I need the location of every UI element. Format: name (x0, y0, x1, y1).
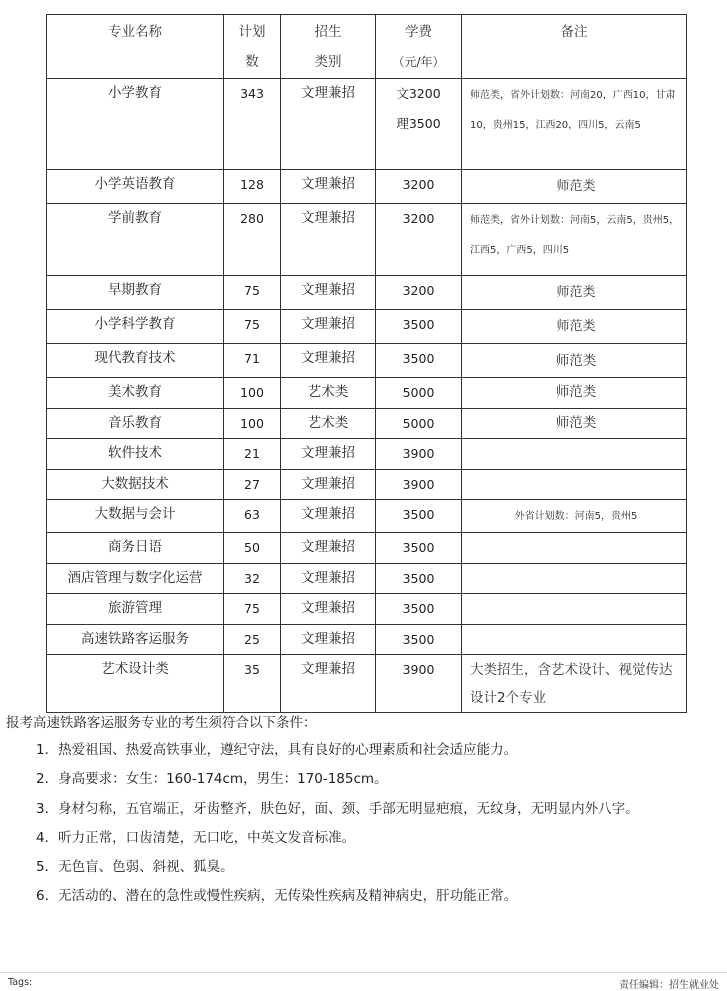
condition-item: 1．热爱祖国、热爱高铁事业，遵纪守法，具有良好的心理素质和社会适应能力。 (36, 742, 518, 758)
cell-major: 大数据技术 (47, 469, 224, 500)
cell-category: 文理兼招 (281, 563, 376, 594)
table-row (47, 170, 687, 204)
cell-plan: 32 (224, 563, 281, 594)
table-header-row (47, 15, 687, 79)
cell-fee: 文3200 理3500 (376, 79, 462, 170)
cell-fee: 3900 (376, 439, 462, 470)
cell-plan: 100 (224, 408, 281, 439)
cell-plan: 75 (224, 594, 281, 625)
cell-fee: 3900 (376, 469, 462, 500)
cell-category: 文理兼招 (281, 594, 376, 625)
cell-note: 师范类 (462, 408, 687, 439)
cell-major: 现代教育技术 (47, 344, 224, 378)
cell-major: 小学英语教育 (47, 170, 224, 204)
cell-note: 外省计划数：河南5，贵州5 (462, 500, 687, 533)
cell-plan: 27 (224, 469, 281, 500)
table-row (47, 439, 687, 470)
cell-major: 软件技术 (47, 439, 224, 470)
header-plan: 计划 数 (224, 15, 281, 79)
tags-label: Tags: (8, 977, 33, 988)
cell-note: 师范类 (462, 170, 687, 204)
table-row (47, 378, 687, 409)
cell-category: 文理兼招 (281, 500, 376, 533)
table-row (47, 276, 687, 310)
cell-fee: 3500 (376, 594, 462, 625)
cell-note: 师范类 (462, 276, 687, 310)
header-category: 招生 类别 (281, 15, 376, 79)
table-row (47, 469, 687, 500)
editor-label: 责任编辑：招生就业处 (619, 980, 719, 991)
cell-major: 旅游管理 (47, 594, 224, 625)
cell-fee: 3900 (376, 655, 462, 713)
conditions-list (36, 740, 639, 916)
cell-major: 大数据与会计 (47, 500, 224, 533)
cell-fee: 3500 (376, 310, 462, 344)
cell-fee: 3500 (376, 533, 462, 564)
cell-category: 文理兼招 (281, 79, 376, 170)
cell-category: 文理兼招 (281, 170, 376, 204)
cell-plan: 25 (224, 624, 281, 655)
cell-category: 文理兼招 (281, 439, 376, 470)
table-row (47, 655, 687, 713)
cell-major: 美术教育 (47, 378, 224, 409)
cell-major: 高速铁路客运服务 (47, 624, 224, 655)
table-row (47, 533, 687, 564)
header-note: 备注 (462, 15, 687, 79)
cell-category: 文理兼招 (281, 469, 376, 500)
cell-category: 文理兼招 (281, 533, 376, 564)
cell-plan: 71 (224, 344, 281, 378)
cell-category: 文理兼招 (281, 344, 376, 378)
cell-major: 音乐教育 (47, 408, 224, 439)
cell-category: 艺术类 (281, 408, 376, 439)
cell-plan: 100 (224, 378, 281, 409)
cell-note: 大类招生，含艺术设计、视觉传达设计2个专业 (462, 655, 687, 713)
cell-plan: 343 (224, 79, 281, 170)
cell-plan: 128 (224, 170, 281, 204)
cell-plan: 50 (224, 533, 281, 564)
cell-plan: 21 (224, 439, 281, 470)
table-row (47, 624, 687, 655)
cell-major: 早期教育 (47, 276, 224, 310)
cell-fee: 3500 (376, 500, 462, 533)
cell-fee: 3500 (376, 563, 462, 594)
cell-note: 师范类，省外计划数：河南5，云南5，贵州5，江西5，广西5，四川5 (462, 204, 687, 276)
conditions-intro: 报考高速铁路客运服务专业的考生须符合以下条件： (6, 715, 317, 731)
cell-major: 小学科学教育 (47, 310, 224, 344)
cell-note (462, 563, 687, 594)
condition-item: 6．无活动的、潜在的急性或慢性疾病，无传染性疾病及精神病史，肝功能正常。 (36, 888, 518, 905)
cell-fee: 3200 (376, 204, 462, 276)
cell-major: 学前教育 (47, 204, 224, 276)
table-row (47, 408, 687, 439)
table-row (47, 344, 687, 378)
cell-plan: 63 (224, 500, 281, 533)
table-row (47, 594, 687, 625)
cell-major: 小学教育 (47, 79, 224, 170)
cell-note (462, 624, 687, 655)
cell-category: 文理兼招 (281, 310, 376, 344)
cell-category: 文理兼招 (281, 655, 376, 713)
cell-major: 艺术设计类 (47, 655, 224, 713)
header-fee: 学费 （元/年） (376, 15, 462, 79)
table-row (47, 204, 687, 276)
cell-fee: 3200 (376, 170, 462, 204)
cell-major: 酒店管理与数字化运营 (47, 563, 224, 594)
table-row (47, 563, 687, 594)
cell-category: 文理兼招 (281, 204, 376, 276)
table-row (47, 310, 687, 344)
header-major: 专业名称 (47, 15, 224, 79)
condition-item: 2．身高要求：女生：160-174cm，男生：170-185cm。 (36, 771, 388, 788)
cell-plan: 35 (224, 655, 281, 713)
cell-major: 商务日语 (47, 533, 224, 564)
cell-fee: 5000 (376, 378, 462, 409)
condition-item: 3．身材匀称，五官端正，牙齿整齐，肤色好，面、颈、手部无明显疤痕，无纹身，无明显内外八字。 (36, 800, 639, 817)
cell-plan: 75 (224, 310, 281, 344)
cell-plan: 75 (224, 276, 281, 310)
cell-note (462, 439, 687, 470)
cell-note (462, 469, 687, 500)
cell-note: 师范类 (462, 344, 687, 378)
cell-note: 师范类 (462, 310, 687, 344)
cell-category: 文理兼招 (281, 624, 376, 655)
cell-fee: 3500 (376, 624, 462, 655)
table-row (47, 79, 687, 170)
cell-note (462, 594, 687, 625)
cell-note: 师范类 (462, 378, 687, 409)
footer-divider (0, 972, 727, 973)
condition-item: 4．听力正常，口齿清楚，无口吃，中英文发音标准。 (36, 829, 356, 846)
condition-item: 5．无色盲、色弱、斜视、狐臭。 (36, 859, 234, 876)
cell-plan: 280 (224, 204, 281, 276)
cell-fee: 5000 (376, 408, 462, 439)
cell-fee: 3200 (376, 276, 462, 310)
cell-fee: 3500 (376, 344, 462, 378)
cell-note (462, 533, 687, 564)
cell-note: 师范类，省外计划数：河南20，广西10，甘肃10，贵州15，江西20，四川5，云南5 (462, 79, 687, 170)
enrollment-plan-table (46, 14, 687, 713)
cell-category: 文理兼招 (281, 276, 376, 310)
cell-category: 艺术类 (281, 378, 376, 409)
table-row (47, 500, 687, 533)
